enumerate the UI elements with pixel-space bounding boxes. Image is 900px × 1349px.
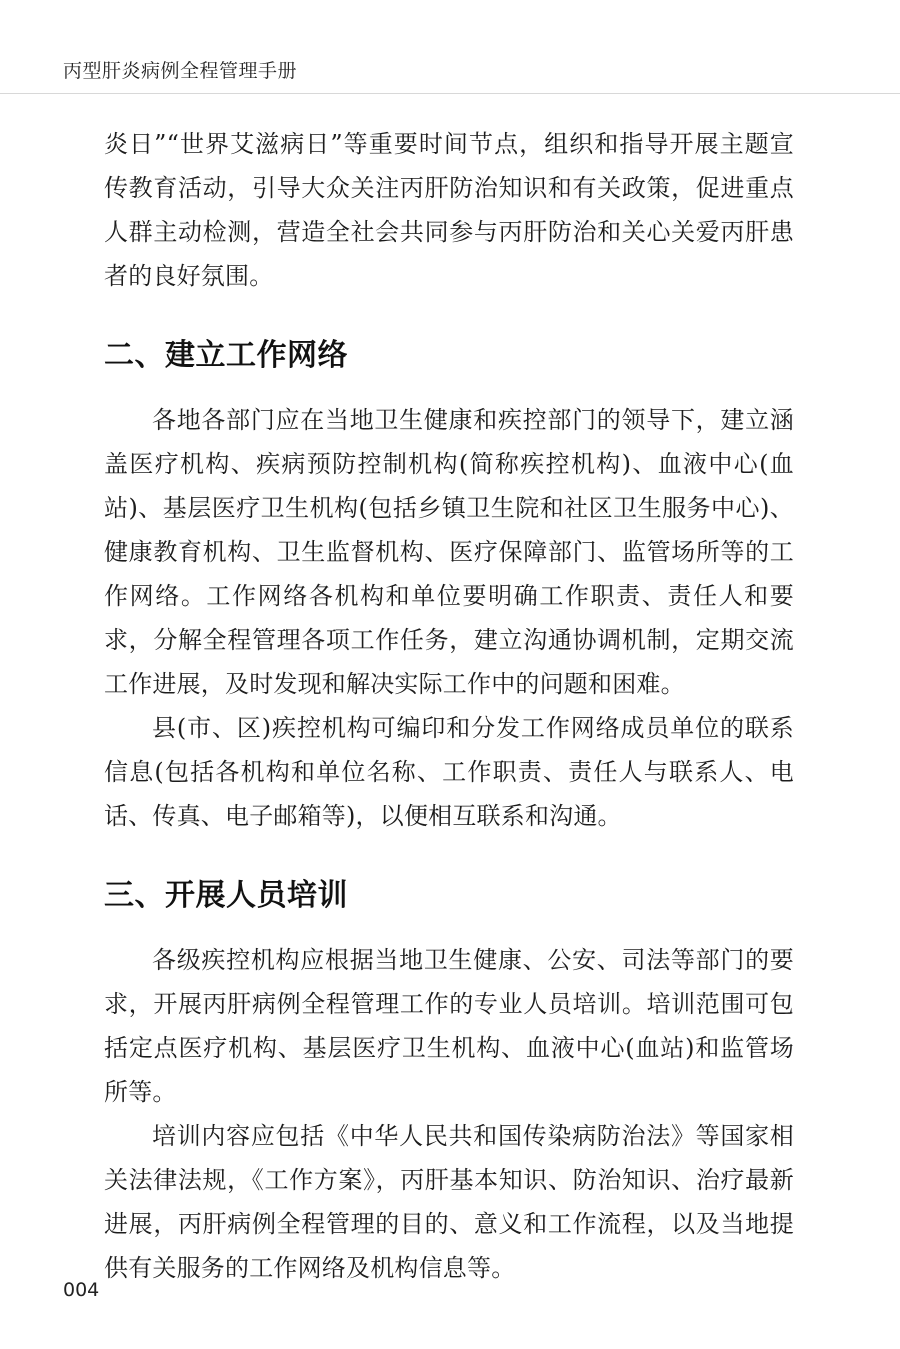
page-number: 004 <box>63 1279 100 1301</box>
page-body <box>104 122 794 1290</box>
section-heading-network: 二、建立工作网络 <box>104 338 348 373</box>
section-heading-training: 三、开展人员培训 <box>104 878 348 913</box>
paragraph-network-2: 县(市、区)疾控机构可编印和分发工作网络成员单位的联系信息(包括各机构和单位名称、工作职责、责任人与联系人、电话、传真、电子邮箱等)，以便相互联系和沟通。 <box>104 714 794 830</box>
running-head: 丙型肝炎病例全程管理手册 <box>63 60 298 82</box>
paragraph-training-1: 各级疾控机构应根据当地卫生健康、公安、司法等部门的要求，开展丙肝病例全程管理工作的专业人员培训。培训范围可包括定点医疗机构、基层医疗卫生机构、血液中心(血站)和监管场所等。 <box>104 946 794 1106</box>
paragraph-training-2: 培训内容应包括《中华人民共和国传染病防治法》等国家相关法律法规，《工作方案》，丙肝基本知识、防治知识、治疗最新进展，丙肝病例全程管理的目的、意义和工作流程，以及当地提供有关服务的工作网络及机构信息等。 <box>104 1122 794 1282</box>
intro-paragraph: 炎日”“世界艾滋病日”等重要时间节点，组织和指导开展主题宣传教育活动，引导大众关注丙肝防治知识和有关政策，促进重点人群主动检测，营造全社会共同参与丙肝防治和关心关爱丙肝患者的良好氛围。 <box>104 130 794 290</box>
paragraph-network-1: 各地各部门应在当地卫生健康和疾控部门的领导下，建立涵盖医疗机构、疾病预防控制机构(简称疾控机构)、血液中心(血站)、基层医疗卫生机构(包括乡镇卫生院和社区卫生服务中心)、健康教育机构、卫生监督机构、医疗保障部门、监管场所等的工作网络。工作网络各机构和单位要明确工作职责、责任人和要求，分解全程管理各项工作任务，建立沟通协调机制，定期交流工作进展，及时发现和解决实际工作中的问题和困难。 <box>104 406 794 698</box>
header-divider <box>0 93 900 94</box>
